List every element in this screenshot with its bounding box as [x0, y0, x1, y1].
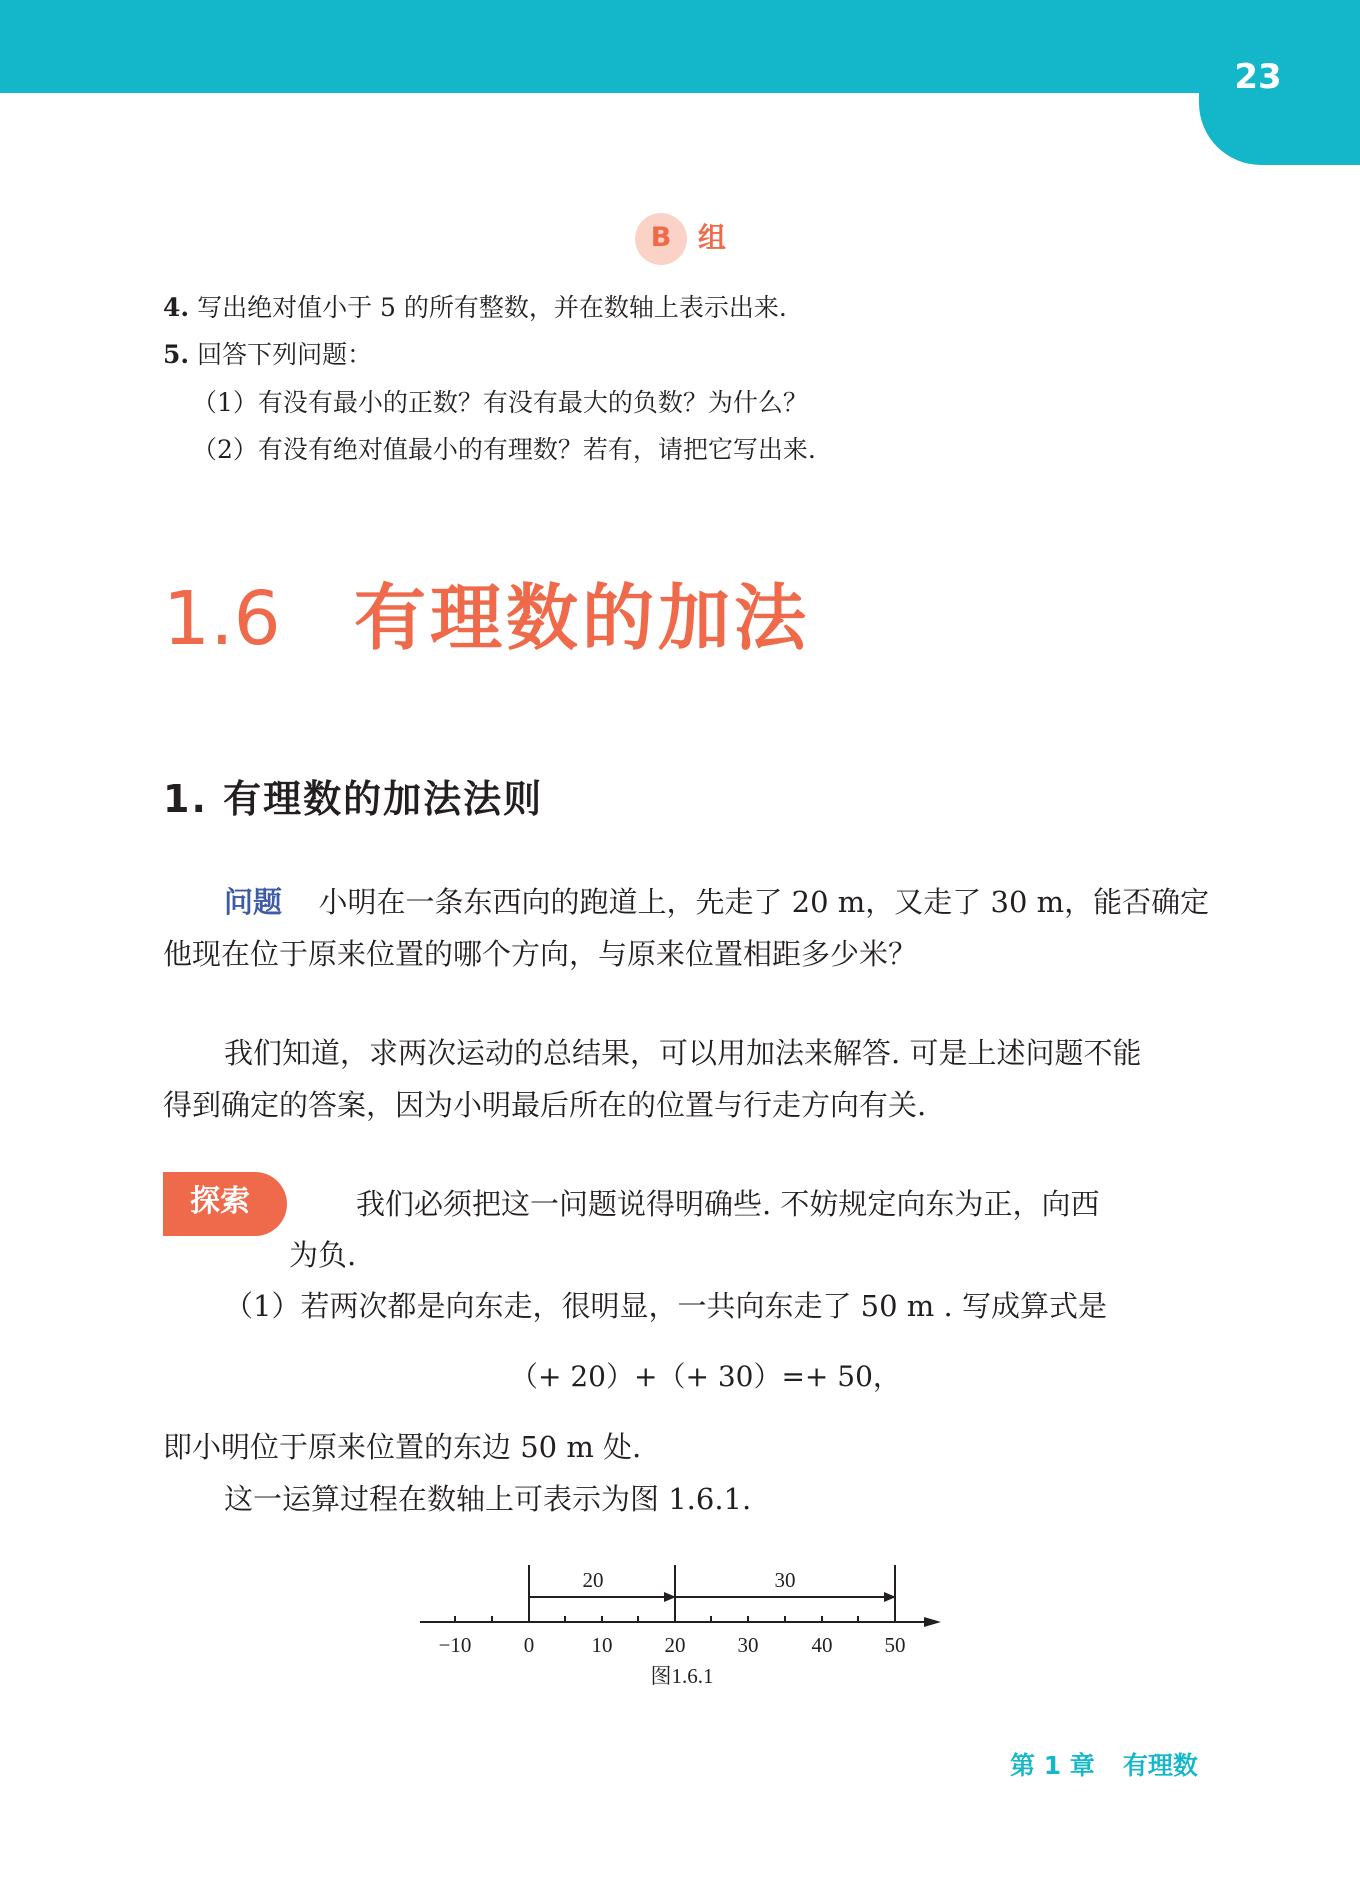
group-letter: B: [650, 222, 672, 253]
sub-question-1: （1）有没有最小的正数？有没有最大的负数？为什么？: [192, 388, 808, 417]
problem-line-1: [224, 885, 1210, 919]
subsection-title: 1. 有理数的加法法则: [163, 777, 544, 821]
axis-arrow-icon: [924, 1617, 941, 1627]
number-line-figure: [400, 1550, 960, 1700]
formula: （+ 20）+（+ 30）=+ 50，: [510, 1360, 901, 1393]
case-1-text: （1）若两次都是向东走，很明显，一共向东走了 50 m . 写成算式是: [224, 1289, 1107, 1323]
exercise-number: 5.: [163, 340, 190, 369]
explore-label: 探索: [190, 1184, 250, 1219]
paragraph-line-1: 我们知道，求两次运动的总结果，可以用加法来解答. 可是上述问题不能: [224, 1036, 1142, 1070]
figure-intro: 这一运算过程在数轴上可表示为图 1.6.1.: [224, 1482, 752, 1516]
header-band: [0, 0, 1360, 97]
section-number: 1.6: [163, 576, 281, 662]
page-number: 23: [1234, 57, 1282, 97]
problem-line-2: 他现在位于原来位置的哪个方向，与原来位置相距多少米？: [163, 937, 918, 971]
paragraph-line-2: 得到确定的答案，因为小明最后所在的位置与行走方向有关.: [163, 1088, 927, 1122]
exercise-4: [163, 295, 787, 320]
exercise-5: [163, 342, 372, 367]
group-word: 组: [698, 221, 727, 254]
section-title: 有理数的加法: [354, 576, 811, 660]
tick-label: −10: [438, 1633, 472, 1657]
exercise-number: 4.: [163, 293, 190, 322]
tick-label: 50: [884, 1633, 906, 1657]
problem-label: 问题: [224, 885, 283, 919]
explore-line-2: 为负.: [289, 1238, 357, 1272]
sub-question-2: （2）有没有绝对值最小的有理数？若有，请把它写出来.: [192, 435, 816, 464]
arrow-label-20: 20: [582, 1568, 604, 1592]
footer-chapter: [1010, 1753, 1198, 1778]
arrow-label-30: 30: [774, 1568, 796, 1592]
footer-chapter-number: 第 1 章: [1010, 1751, 1095, 1780]
footer-chapter-title: 有理数: [1122, 1751, 1198, 1780]
case-1-result: 即小明位于原来位置的东边 50 m 处.: [163, 1430, 642, 1464]
exercise-text: 回答下列问题：: [197, 340, 373, 369]
tick-label: 0: [523, 1633, 535, 1657]
tick-label: 10: [591, 1633, 613, 1657]
explore-line-1: 我们必须把这一问题说得明确些. 不妨规定向东为正，向西: [356, 1187, 1100, 1221]
figure-caption: 图1.6.1: [650, 1664, 714, 1688]
problem-text: 小明在一条东西向的跑道上，先走了 20 m，又走了 30 m，能否确定: [318, 885, 1210, 919]
tick-label: 40: [811, 1633, 833, 1657]
tick-label: 20: [664, 1633, 686, 1657]
tick-label: 30: [737, 1633, 759, 1657]
exercise-text: 写出绝对值小于 5 的所有整数，并在数轴上表示出来.: [197, 293, 787, 322]
